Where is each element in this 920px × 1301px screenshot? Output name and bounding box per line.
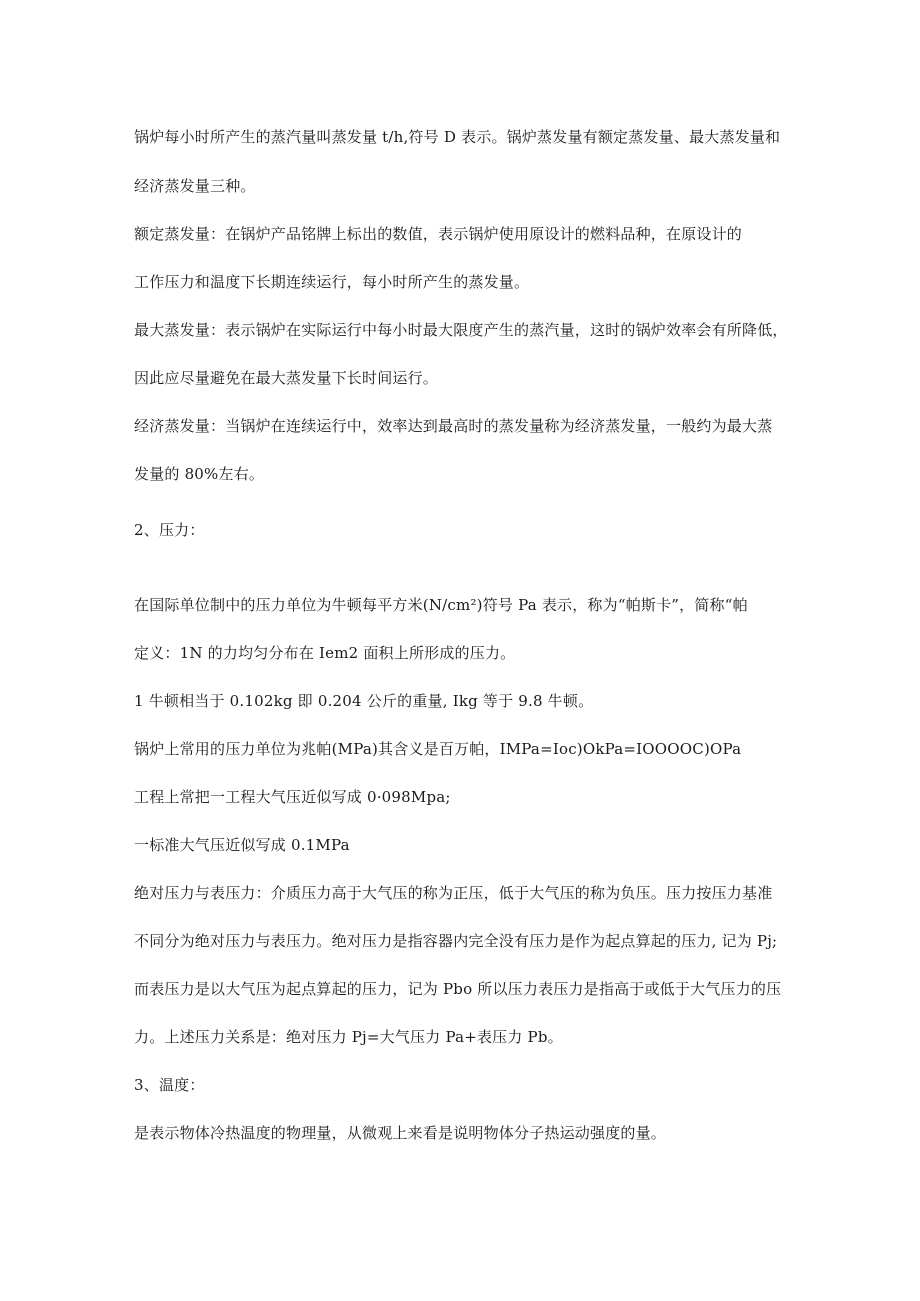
text-line-16: 绝对压力与表压力：介质压力高于大气压的称为正压，低于大气压的称为负压。压力按压力基准 [134,884,773,902]
text-line-6: 因此应尽量避免在最大蒸发量下长时间运行。 [134,369,439,387]
text-line-17: 不同分为绝对压力与表压力。绝对压力是指容器内完全没有压力是作为起点算起的压力, 记为 Pj; [134,932,778,950]
text-line-11: 定义：1N 的力均匀分布在 Iem2 面积上所形成的压力。 [134,644,516,662]
text-line-18: 而表压力是以大气压为起点算起的压力，记为 Pbo 所以压力表压力是指高于或低于大气压力的压 [134,980,782,998]
text-line-10: 在国际单位制中的压力单位为牛顿每平方米(N/cm²)符号 Pa 表示，称为“帕斯卡”，简称“帕 [134,596,748,614]
text-line-4: 工作压力和温度下长期连续运行，每小时所产生的蒸发量。 [134,273,530,291]
text-line-1: 锅炉每小时所产生的蒸汽量叫蒸发量 t/h,符号 D 表示。锅炉蒸发量有额定蒸发量、最大蒸发量和 [134,128,781,146]
text-line-5: 最大蒸发量：表示锅炉在实际运行中每小时最大限度产生的蒸汽量，这时的锅炉效率会有所降低， [134,321,788,339]
text-line-7: 经济蒸发量：当锅炉在连续运行中，效率达到最高时的蒸发量称为经济蒸发量，一般约为最大蒸 [134,417,773,435]
text-line-13: 锅炉上常用的压力单位为兆帕(MPa)其含义是百万帕，IMPa=Ioc)OkPa=IOOOOC)OPa [134,740,742,758]
text-line-21: 是表示物体冷热温度的物理量，从微观上来看是说明物体分子热运动强度的量。 [134,1124,667,1142]
text-line-19: 力。上述压力关系是：绝对压力 Pj=大气压力 Pa+表压力 Pb。 [134,1028,563,1046]
text-line-15: 一标准大气压近似写成 0.1MPa [134,836,350,854]
text-line-12: 1 牛顿相当于 0.102kg 即 0.204 公斤的重量, Ikg 等于 9.8 牛顿。 [134,692,594,710]
text-line-8: 发量的 80%左右。 [134,465,265,483]
text-line-2: 经济蒸发量三种。 [134,177,256,195]
section-heading-temperature: 3、温度： [134,1076,205,1094]
text-line-14: 工程上常把一工程大气压近似写成 0·098Mpa; [134,788,451,806]
text-line-3: 额定蒸发量：在锅炉产品铭牌上标出的数值，表示锅炉使用原设计的燃料品种，在原设计的 [134,225,743,243]
section-heading-pressure: 2、压力： [134,521,205,539]
